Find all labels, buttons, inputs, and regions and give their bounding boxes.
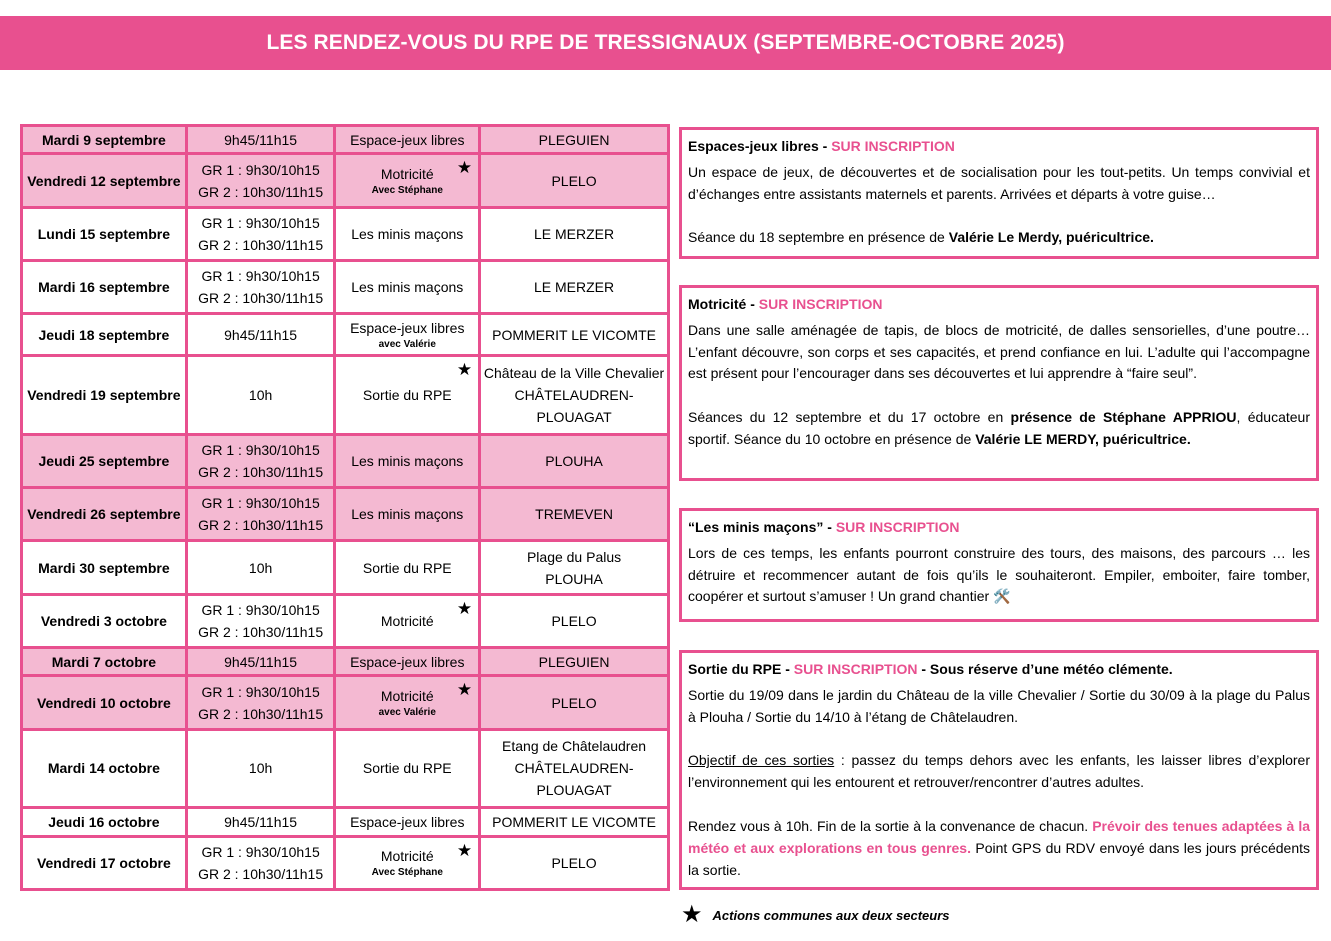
schedule-row xyxy=(22,261,669,314)
row-time xyxy=(186,154,335,207)
activity-label: Les minis maçons xyxy=(351,452,464,469)
place-line: CHÂTELAUDREN-PLOUAGAT xyxy=(514,387,634,426)
row-place xyxy=(480,808,669,836)
time-slot: GR 1 : 9h30/10h15 xyxy=(201,601,320,618)
schedule-row xyxy=(22,676,669,729)
schedule-row xyxy=(22,314,669,356)
row-time xyxy=(186,808,335,836)
box-text-highlight: Prévoir des tenues adaptées à la météo et aux explorations en tous genres. xyxy=(688,817,1310,856)
row-place xyxy=(480,207,669,260)
time-slot: GR 2 : 10h30/11h15 xyxy=(198,463,324,480)
box-title: Espaces-jeux libres - xyxy=(688,138,832,154)
row-activity xyxy=(335,434,480,487)
time-slot: 9h45/11h15 xyxy=(224,813,298,830)
place-line: CHÂTELAUDREN-PLOUAGAT xyxy=(514,760,634,799)
schedule-row xyxy=(22,729,669,807)
activity-label: Les minis maçons xyxy=(351,279,464,296)
time-slot: 10h xyxy=(248,760,273,777)
row-time xyxy=(186,207,335,260)
row-place xyxy=(480,594,669,647)
box-title: Motricité - xyxy=(688,296,759,312)
row-place xyxy=(480,314,669,356)
row-place xyxy=(480,154,669,207)
place-line: PLEGUIEN xyxy=(538,653,610,670)
row-date: Jeudi 18 septembre xyxy=(22,314,187,356)
schedule-row xyxy=(22,356,669,434)
activity-label: Espace-jeux libres xyxy=(350,813,465,830)
schedule-row xyxy=(22,154,669,207)
place-line: Plage du Palus xyxy=(526,548,622,565)
inscription-tag: SUR INSCRIPTION xyxy=(758,296,883,312)
activity-facilitator: avec Valérie xyxy=(378,338,436,350)
box-text: Lors de ces temps, les enfants pourront construire des tours, des maisons, des parcours … les détruire et recommencer autant de fois qu’ils le souhaiteront. Empiler, emboiter, faire tomber, coopérer et surtout s’amuser ! Un grand chantier 🛠️ xyxy=(688,544,1310,605)
star-icon: ★ xyxy=(456,158,473,178)
row-activity xyxy=(335,356,480,434)
row-time xyxy=(186,261,335,314)
row-place xyxy=(480,648,669,676)
time-slot: 9h45/11h15 xyxy=(224,653,298,670)
time-slot: GR 2 : 10h30/11h15 xyxy=(198,517,324,534)
time-slot: 10h xyxy=(248,387,273,404)
schedule-row xyxy=(22,648,669,676)
place-line: PLELO xyxy=(551,694,597,711)
row-date: Mardi 14 octobre xyxy=(22,729,187,807)
activity-label: Motricité xyxy=(380,847,434,864)
place-line: POMMERIT LE VICOMTE xyxy=(492,326,656,343)
place-line: LE MERZER xyxy=(533,279,615,296)
star-icon: ★ xyxy=(681,901,703,928)
box-text: : passez du temps dehors avec les enfants, les laisser libres d’explorer l’environnement qui les entourent et retrouver/rencontrer d’autres adultes. xyxy=(688,752,1310,791)
row-place xyxy=(480,729,669,807)
activity-label: Motricité xyxy=(380,165,434,182)
place-line: Etang de Châtelaudren xyxy=(502,738,647,755)
row-place xyxy=(480,836,669,889)
box-text: Séances du 12 septembre et du 17 octobre en xyxy=(688,409,1011,426)
time-slot: GR 2 : 10h30/11h15 xyxy=(198,183,324,200)
inscription-tag: SUR INSCRIPTION xyxy=(831,138,955,154)
inscription-tag: SUR INSCRIPTION xyxy=(793,661,918,677)
schedule-row xyxy=(22,808,669,836)
row-activity xyxy=(335,676,480,729)
place-line: POMMERIT LE VICOMTE xyxy=(492,813,656,830)
box-title-suffix: - Sous réserve d’une météo clémente. xyxy=(917,661,1173,677)
schedule-row xyxy=(22,488,669,541)
time-slot: GR 2 : 10h30/11h15 xyxy=(198,290,324,307)
row-place xyxy=(480,261,669,314)
activity-facilitator: Avec Stéphane xyxy=(371,184,443,196)
row-date: Vendredi 17 octobre xyxy=(22,836,187,889)
box-text: , éducateur sportif. Séance du 10 octobre en présence de xyxy=(688,409,1310,447)
star-icon: ★ xyxy=(456,598,473,618)
activity-label: Sortie du RPE xyxy=(362,387,452,404)
row-date: Vendredi 19 septembre xyxy=(22,356,187,434)
activity-facilitator: avec Valérie xyxy=(378,706,436,718)
star-icon: ★ xyxy=(456,840,473,860)
schedule-row xyxy=(22,594,669,647)
row-activity xyxy=(335,261,480,314)
place-line: LE MERZER xyxy=(533,225,615,242)
row-activity xyxy=(335,488,480,541)
box-text: Point GPS du RDV envoyé dans les jours précédents la sortie. xyxy=(688,839,1310,878)
activity-label: Espace-jeux libres xyxy=(350,319,465,336)
place-line: TREMEVEN xyxy=(535,506,613,523)
time-slot: GR 1 : 9h30/10h15 xyxy=(201,495,320,512)
box-text: Dans une salle aménagée de tapis, de blocs de motricité, de dalles sensorielles, d’une poutre… L’enfant découvre, son corps et ses capacités, et prend confiance en lui. L’adulte qui l’accompagne est présent pour l’encourager dans ses découvertes et lui apprendre à “faire seul”. xyxy=(688,321,1310,382)
activity-label: Espace-jeux libres xyxy=(350,653,465,670)
activity-label: Motricité xyxy=(380,687,434,704)
place-line: PLELO xyxy=(551,854,597,871)
schedule-row xyxy=(22,836,669,889)
legend-text: Actions communes aux deux secteurs xyxy=(712,907,950,923)
info-box-motricite xyxy=(679,285,1319,481)
time-slot: GR 1 : 9h30/10h15 xyxy=(201,683,320,700)
activity-facilitator: Avec Stéphane xyxy=(371,866,443,878)
time-slot: 9h45/11h15 xyxy=(224,326,298,343)
activity-label: Motricité xyxy=(380,612,434,629)
activity-label: Les minis maçons xyxy=(351,225,464,242)
row-date: Vendredi 26 septembre xyxy=(22,488,187,541)
box-text: Rendez vous à 10h. Fin de la sortie à la convenance de chacun. xyxy=(688,817,1093,834)
row-activity xyxy=(335,836,480,889)
time-slot: GR 1 : 9h30/10h15 xyxy=(201,843,320,860)
legend xyxy=(681,903,950,927)
row-time xyxy=(186,541,335,594)
row-time xyxy=(186,648,335,676)
place-line: PLELO xyxy=(551,612,597,629)
row-activity xyxy=(335,729,480,807)
time-slot: GR 2 : 10h30/11h15 xyxy=(198,865,324,882)
place-line: PLOUHA xyxy=(545,452,603,469)
row-date: Vendredi 12 septembre xyxy=(22,154,187,207)
schedule-table xyxy=(20,124,670,891)
box-text-bold: Valérie LE MERDY, puéricultrice. xyxy=(975,430,1191,447)
row-date: Jeudi 16 octobre xyxy=(22,808,187,836)
row-time xyxy=(186,488,335,541)
info-box-sortie xyxy=(679,650,1319,890)
box-text: Séance du 18 septembre en présence de xyxy=(688,229,949,246)
star-icon: ★ xyxy=(456,360,473,380)
place-line: PLEGUIEN xyxy=(538,131,610,148)
box-text: Sortie du 19/09 dans le jardin du Château de la ville Chevalier / Sortie du 30/09 à la plage du Palus à Plouha / Sortie du 14/10 à l’étang de Châtelaudren. xyxy=(688,686,1310,725)
place-line: Château de la Ville Chevalier xyxy=(483,365,665,382)
page-title: LES RENDEZ-VOUS DU RPE DE TRESSIGNAUX (SEPTEMBRE-OCTOBRE 2025) xyxy=(0,16,1331,70)
row-date: Mardi 9 septembre xyxy=(22,126,187,154)
row-activity xyxy=(335,648,480,676)
row-time xyxy=(186,729,335,807)
row-time xyxy=(186,434,335,487)
row-time xyxy=(186,126,335,154)
schedule-row xyxy=(22,434,669,487)
row-place xyxy=(480,541,669,594)
time-slot: GR 1 : 9h30/10h15 xyxy=(201,214,320,231)
row-date: Lundi 15 septembre xyxy=(22,207,187,260)
row-time xyxy=(186,314,335,356)
schedule-row xyxy=(22,126,669,154)
time-slot: GR 2 : 10h30/11h15 xyxy=(198,236,324,253)
row-time xyxy=(186,676,335,729)
info-box-espace-jeux xyxy=(679,127,1319,259)
time-slot: GR 2 : 10h30/11h15 xyxy=(198,623,324,640)
schedule-row xyxy=(22,207,669,260)
row-activity xyxy=(335,126,480,154)
row-activity xyxy=(335,207,480,260)
row-time xyxy=(186,836,335,889)
row-activity xyxy=(335,154,480,207)
row-activity xyxy=(335,808,480,836)
place-line: PLOUHA xyxy=(545,570,603,587)
row-date: Jeudi 25 septembre xyxy=(22,434,187,487)
box-text-bold: Valérie Le Merdy, puéricultrice. xyxy=(948,229,1154,246)
row-place xyxy=(480,676,669,729)
row-date: Vendredi 3 octobre xyxy=(22,594,187,647)
info-box-minis-macons xyxy=(679,508,1319,622)
star-icon: ★ xyxy=(456,680,473,700)
row-date: Mardi 16 septembre xyxy=(22,261,187,314)
row-time xyxy=(186,594,335,647)
row-date: Mardi 7 octobre xyxy=(22,648,187,676)
row-time xyxy=(186,356,335,434)
row-date: Mardi 30 septembre xyxy=(22,541,187,594)
activity-label: Espace-jeux libres xyxy=(350,131,465,148)
box-text-bold: présence de Stéphane APPRIOU xyxy=(1010,409,1237,426)
time-slot: 9h45/11h15 xyxy=(224,131,298,148)
time-slot: GR 2 : 10h30/11h15 xyxy=(198,705,324,722)
schedule-row xyxy=(22,541,669,594)
row-place xyxy=(480,356,669,434)
row-activity xyxy=(335,314,480,356)
box-title: “Les minis maçons” - xyxy=(688,519,836,535)
row-place xyxy=(480,488,669,541)
time-slot: GR 1 : 9h30/10h15 xyxy=(201,268,320,285)
row-activity xyxy=(335,541,480,594)
place-line: PLELO xyxy=(551,172,597,189)
box-text: Un espace de jeux, de découvertes et de socialisation pour les tout-petits. Un temps convivial et d’échanges entre assistants maternels et parents. Arrivées et départs à votre guise… xyxy=(688,163,1310,202)
inscription-tag: SUR INSCRIPTION xyxy=(835,519,960,535)
activity-label: Sortie du RPE xyxy=(362,760,452,777)
time-slot: GR 1 : 9h30/10h15 xyxy=(201,441,320,458)
box-title: Sortie du RPE - xyxy=(688,661,794,677)
activity-label: Sortie du RPE xyxy=(362,559,452,576)
time-slot: 10h xyxy=(248,559,273,576)
row-date: Vendredi 10 octobre xyxy=(22,676,187,729)
time-slot: GR 1 : 9h30/10h15 xyxy=(201,161,320,178)
row-place xyxy=(480,126,669,154)
activity-label: Les minis maçons xyxy=(351,506,464,523)
row-activity xyxy=(335,594,480,647)
objective-label: Objectif de ces sorties xyxy=(688,752,835,769)
row-place xyxy=(480,434,669,487)
